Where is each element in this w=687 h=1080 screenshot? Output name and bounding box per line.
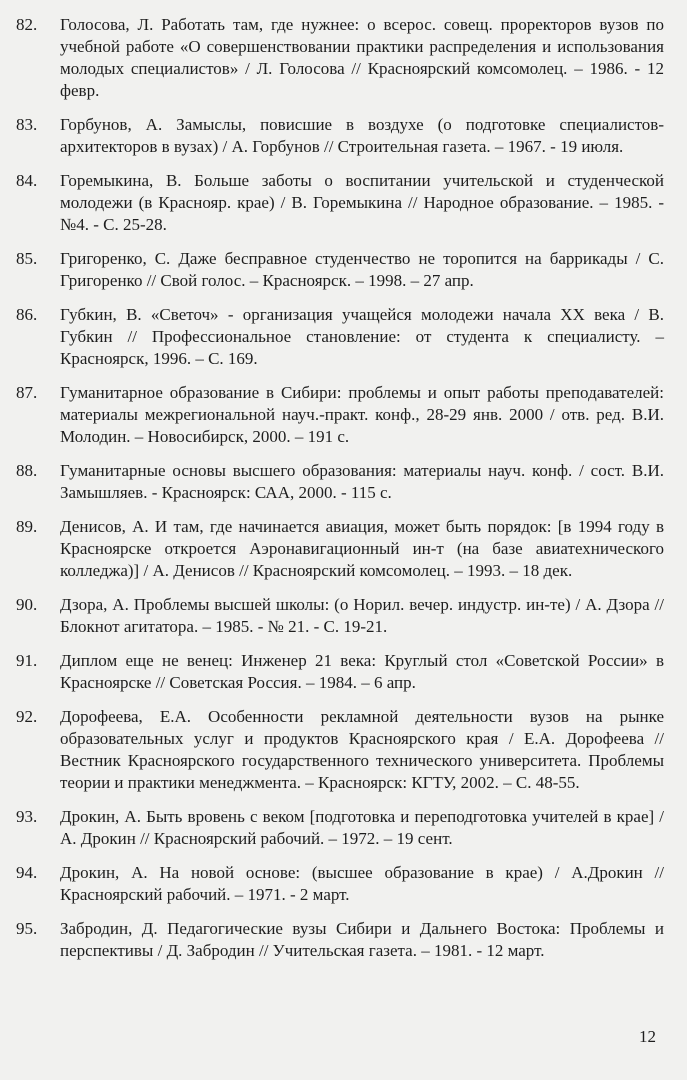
entry-text: Дрокин, А. На новой основе: (высшее образование в крае) / А.Дрокин // Красноярский рабочий. – 1971. - 2 март. bbox=[60, 863, 664, 904]
bibliography-entry bbox=[16, 14, 664, 102]
entry-text: Горемыкина, В. Больше заботы о воспитании учительской и студенческой молодежи (в Краснояр. крае) / В. Горемыкина // Народное образование. – 1985. - №4. - С. 25-28. bbox=[60, 171, 664, 234]
entry-text: Диплом еще не венец: Инженер 21 века: Круглый стол «Советской России» в Красноярске // Советская Россия. – 1984. – 6 апр. bbox=[60, 651, 664, 692]
bibliography-entry bbox=[16, 806, 664, 850]
bibliography-entry bbox=[16, 170, 664, 236]
bibliography-entry bbox=[16, 460, 664, 504]
bibliography-entry bbox=[16, 862, 664, 906]
entry-number: 82. bbox=[16, 15, 38, 34]
entry-number: 83. bbox=[16, 115, 38, 134]
page-number: 12 bbox=[639, 1027, 656, 1046]
entry-text: Денисов, А. И там, где начинается авиация, может быть порядок: [в 1994 году в Красноярске откроется Аэронавигационный ин-т (на базе авиатехнического колледжа)] / А. Денисов // Красноярский комсомолец. – 1993. – 18 дек. bbox=[60, 517, 664, 580]
entry-number: 85. bbox=[16, 249, 38, 268]
entry-text: Губкин, В. «Светоч» - организация учащейся молодежи начала ХХ века / В. Губкин // Профессиональное становление: от студента к специалисту. – Красноярск, 1996. – С. 169. bbox=[60, 305, 664, 368]
entry-number: 92. bbox=[16, 707, 38, 726]
entry-number: 84. bbox=[16, 171, 38, 190]
entry-number: 89. bbox=[16, 517, 38, 536]
bibliography-entry bbox=[16, 382, 664, 448]
bibliography-entry bbox=[16, 516, 664, 582]
entry-number: 91. bbox=[16, 651, 38, 670]
bibliography-entry bbox=[16, 594, 664, 638]
bibliography-entry bbox=[16, 918, 664, 962]
entry-text: Григоренко, С. Даже бесправное студенчество не торопится на баррикады / С. Григоренко // Свой голос. – Красноярск. – 1998. – 27 апр. bbox=[60, 249, 664, 290]
bibliography-entry bbox=[16, 304, 664, 370]
bibliography-entry bbox=[16, 706, 664, 794]
entry-text: Дорофеева, Е.А. Особенности рекламной деятельности вузов на рынке образовательных услуг и продуктов Красноярского края / Е.А. Дорофеева // Вестник Красноярского государственного технического университета. Проблемы теории и практики менеджмента. – Красноярск: КГТУ, 2002. – С. 48-55. bbox=[60, 707, 664, 792]
bibliography-list bbox=[16, 14, 664, 974]
entry-text: Гуманитарное образование в Сибири: проблемы и опыт работы преподавателей: материалы межрегиональной науч.-практ. конф., 28-29 янв. 2000 / отв. ред. В.И. Молодин. – Новосибирск, 2000. – 191 с. bbox=[60, 383, 664, 446]
bibliography-entry bbox=[16, 650, 664, 694]
entry-number: 94. bbox=[16, 863, 38, 882]
entry-text: Голосова, Л. Работать там, где нужнее: о всерос. совещ. проректоров вузов по учебной работе «О совершенствовании практики распределения и использования молодых специалистов» / Л. Голосова // Красноярский комсомолец. – 1986. - 12 февр. bbox=[60, 15, 664, 100]
entry-text: Горбунов, А. Замыслы, повисшие в воздухе (о подготовке специалистов-архитекторов в вузах) / А. Горбунов // Строительная газета. – 1967. - 19 июля. bbox=[60, 115, 664, 156]
entry-number: 88. bbox=[16, 461, 38, 480]
entry-text: Забродин, Д. Педагогические вузы Сибири и Дальнего Востока: Проблемы и перспективы / Д. Забродин // Учительская газета. – 1981. - 12 март. bbox=[60, 919, 664, 960]
entry-number: 93. bbox=[16, 807, 38, 826]
bibliography-entry bbox=[16, 248, 664, 292]
entry-number: 90. bbox=[16, 595, 38, 614]
entry-text: Гуманитарные основы высшего образования: материалы науч. конф. / сост. В.И. Замышляев. - Красноярск: САА, 2000. - 115 с. bbox=[60, 461, 664, 502]
entry-number: 86. bbox=[16, 305, 38, 324]
entry-number: 87. bbox=[16, 383, 38, 402]
entry-text: Дрокин, А. Быть вровень с веком [подготовка и переподготовка учителей в крае] / А. Дрокин // Красноярский рабочий. – 1972. – 19 сент. bbox=[60, 807, 664, 848]
bibliography-entry bbox=[16, 114, 664, 158]
entry-number: 95. bbox=[16, 919, 38, 938]
entry-text: Дзора, А. Проблемы высшей школы: (о Норил. вечер. индустр. ин-те) / А. Дзора // Блокнот агитатора. – 1985. - № 21. - С. 19-21. bbox=[60, 595, 664, 636]
